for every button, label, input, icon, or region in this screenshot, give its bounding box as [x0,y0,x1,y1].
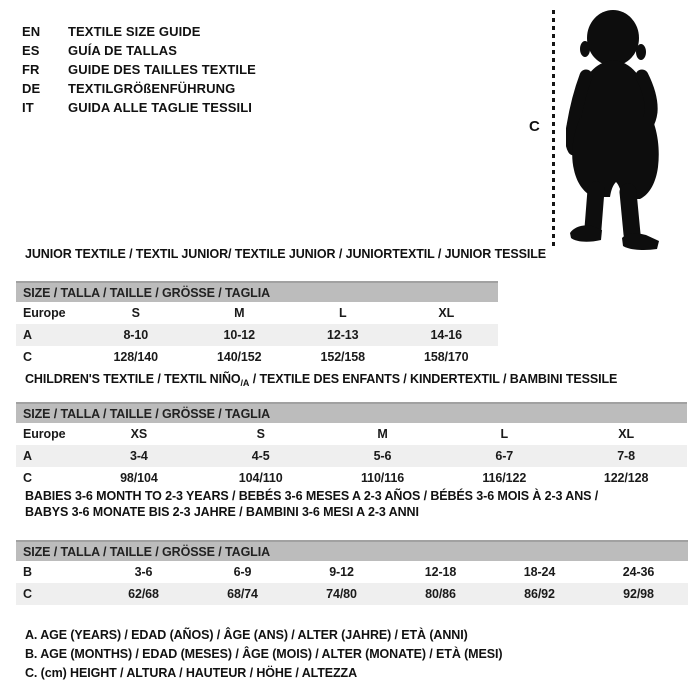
value-cell: 80/86 [425,587,456,601]
value-cell: 12-13 [327,328,359,342]
table-header-row [16,282,498,302]
section-title-babies-line2: BABYS 3-6 MONATE BIS 2-3 JAHRE / BAMBINI 3-6 MESI A 2-3 ANNI [25,505,419,519]
value-cell: 10-12 [223,328,255,342]
babies-size-table [16,540,688,605]
size-cell: M [377,427,388,441]
value-cell: 104/110 [238,471,283,485]
value-cell: 152/158 [320,350,365,364]
value-cell: 140/152 [217,350,262,364]
value-cell: 12-18 [424,565,457,579]
row-label-cell: C [23,471,32,485]
size-cell: XS [130,427,148,441]
language-row [22,98,256,117]
title-text: CHILDREN'S TEXTILE / TEXTIL NIÑO [25,372,241,386]
language-title: GUÍA DE TALLAS [68,43,178,58]
value-cell: 18-24 [523,565,556,579]
value-cell: 4-5 [251,449,270,463]
size-cell: XL [618,427,634,441]
value-cell: 116/122 [482,471,527,485]
footnote-age-months: B. AGE (MONTHS) / EDAD (MESES) / ÂGE (MOIS) / ALTER (MONATE) / ETÀ (MESI) [25,647,503,661]
table-header-band: SIZE / TALLA / TAILLE / GRÖSSE / TAGLIA [16,403,687,423]
value-cell: 158/170 [424,350,469,364]
size-cell: S [131,306,140,320]
size-cell: M [234,306,245,320]
height-measure-dotted-line [552,10,555,248]
value-cell: 7-8 [617,449,635,463]
value-cell: 24-36 [622,565,655,579]
language-row [22,41,256,60]
table-header-band: SIZE / TALLA / TAILLE / GRÖSSE / TAGLIA [16,282,498,302]
value-cell: 98/104 [120,471,158,485]
value-cell: 9-12 [329,565,354,579]
footnote-age-years: A. AGE (YEARS) / EDAD (AÑOS) / ÂGE (ANS) / ALTER (JAHRE) / ETÀ (ANNI) [25,628,468,642]
value-cell: 68/74 [227,587,258,601]
table-row-sizes [16,302,498,324]
title-text: / TEXTILE DES ENFANTS / KINDERTEXTIL / BAMBINI TESSILE [249,372,618,386]
row-label-cell: A [23,328,32,342]
section-title-babies-line1: BABIES 3-6 MONTH TO 2-3 YEARS / BEBÉS 3-6 MESES A 2-3 AÑOS / BÉBÉS 3-6 MOIS À 2-3 ANS / [25,489,599,503]
value-cell: 122/128 [603,471,649,485]
language-row [22,79,256,98]
section-title-children [25,372,617,388]
value-cell: 5-6 [373,449,392,463]
table-row-height [16,467,687,489]
language-title: TEXTILE SIZE GUIDE [68,24,201,39]
row-label-cell: C [23,350,32,364]
language-row [22,22,256,41]
table-row-months [16,561,688,583]
language-title: TEXTILGRÖßENFÜHRUNG [68,81,236,96]
language-title-list [22,22,256,117]
table-header-row [16,541,688,561]
row-label-cell: Europe [23,306,66,320]
value-cell: 3-6 [134,565,153,579]
size-cell: L [500,427,509,441]
value-cell: 62/68 [128,587,159,601]
size-cell: S [256,427,265,441]
size-cell: XL [438,306,455,320]
table-header-band: SIZE / TALLA / TAILLE / GRÖSSE / TAGLIA [16,541,688,561]
value-cell: 86/92 [524,587,555,601]
height-measure-label: C [529,118,540,135]
value-cell: 128/140 [113,350,158,364]
language-row [22,60,256,79]
language-code: FR [22,62,40,77]
language-code: DE [22,81,41,96]
language-title: GUIDA ALLE TAGLIE TESSILI [68,100,253,115]
row-label-cell: A [23,449,32,463]
language-code: ES [22,43,40,58]
children-size-table [16,402,687,489]
title-subscript: /A [240,378,250,388]
value-cell: 8-10 [123,328,149,342]
table-row-height [16,583,688,605]
value-cell: 6-7 [495,449,514,463]
language-title: GUIDE DES TAILLES TEXTILE [68,62,256,77]
row-label-cell: Europe [23,427,66,441]
table-row-sizes [16,423,687,445]
value-cell: 14-16 [430,328,462,342]
footnote-legend [25,626,502,683]
value-cell: 74/80 [326,587,357,601]
row-label-cell: C [23,587,32,601]
language-code: IT [22,100,34,115]
value-cell: 110/116 [360,471,405,485]
table-row-age [16,324,498,346]
table-row-age [16,445,687,467]
language-code: EN [22,24,41,39]
size-cell: L [338,306,347,320]
footnote-height-cm: C. (cm) HEIGHT / ALTURA / HAUTEUR / HÖHE / ALTEZZA [25,666,358,680]
section-title-junior: JUNIOR TEXTILE / TEXTIL JUNIOR/ TEXTILE JUNIOR / JUNIORTEXTIL / JUNIOR TESSILE [25,247,546,261]
toddler-silhouette [566,6,670,254]
value-cell: 6-9 [233,565,252,579]
value-cell: 92/98 [623,587,654,601]
junior-size-table [16,281,498,368]
table-row-height [16,346,498,368]
row-label-cell: B [23,565,32,579]
table-header-row [16,403,687,423]
value-cell: 3-4 [130,449,148,463]
